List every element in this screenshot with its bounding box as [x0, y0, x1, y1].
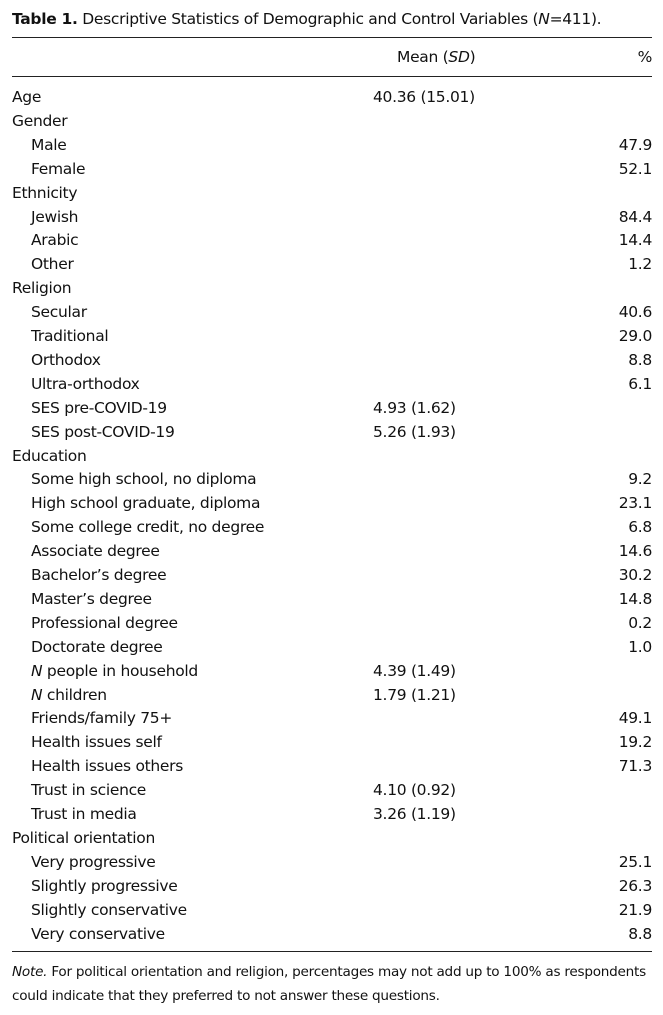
table-row — [12, 539, 652, 563]
table-row — [12, 205, 652, 229]
table-row — [12, 778, 652, 802]
percent-cell: 9.2 — [628, 470, 652, 489]
table-row — [12, 754, 652, 778]
mean-sd-cell: 3.26 (1.19) — [373, 805, 456, 823]
percent-cell: 71.3 — [618, 757, 652, 776]
row-label — [31, 396, 167, 420]
row-label — [12, 85, 41, 109]
table-row — [12, 300, 652, 324]
percent-cell: 29.0 — [618, 327, 652, 345]
percent-cell: 1.0 — [628, 637, 652, 656]
percent-cell: 21.9 — [618, 900, 652, 919]
table-row — [12, 276, 652, 300]
table-row — [12, 611, 652, 635]
row-label-text: Gender — [12, 111, 68, 130]
row-label-text: Female — [31, 159, 86, 178]
table-row — [12, 133, 652, 157]
table-row — [12, 515, 652, 539]
percent-cell: 8.8 — [628, 924, 652, 943]
row-label — [31, 898, 187, 922]
row-label — [31, 539, 160, 563]
n-symbol: N — [31, 661, 43, 680]
row-label — [12, 444, 86, 468]
table-row — [12, 228, 652, 252]
row-label — [31, 205, 78, 229]
mean-sd-cell: 40.36 (15.01) — [373, 88, 475, 106]
row-label — [31, 467, 256, 491]
row-label-text: Ultra-orthodox — [31, 374, 140, 393]
table-title — [12, 10, 601, 28]
row-label-text: Bachelor’s degree — [31, 566, 167, 584]
percent-cell: 49.1 — [618, 709, 652, 728]
percent-cell: 14.6 — [618, 542, 652, 561]
row-label — [31, 802, 137, 826]
table-row — [12, 324, 652, 348]
bottom-rule — [12, 951, 652, 952]
row-label-text: Political orientation — [12, 828, 156, 847]
row-label — [31, 133, 67, 157]
row-label-text: SES post-COVID-19 — [31, 422, 175, 441]
percent-cell: 47.9 — [618, 135, 652, 154]
percent-cell: 6.1 — [628, 374, 652, 393]
table-row — [12, 730, 652, 754]
row-label — [31, 300, 87, 324]
mean-sd-cell: 1.79 (1.21) — [373, 685, 456, 704]
table-row — [12, 444, 652, 468]
row-label — [31, 611, 178, 635]
table-row — [12, 252, 652, 276]
n-value: =411 — [549, 10, 591, 28]
row-label-text: Jewish — [31, 207, 79, 226]
row-label-text: Some college credit, no degree — [31, 518, 265, 537]
row-label-text: Ethnicity — [12, 183, 78, 202]
percent-cell: 23.1 — [618, 494, 652, 513]
row-label-text: Professional degree — [31, 613, 178, 632]
row-label — [12, 181, 77, 205]
percent-cell: 25.1 — [618, 852, 652, 871]
table-row — [12, 850, 652, 874]
percent-cell: 30.2 — [618, 566, 652, 584]
row-label-text: Age — [12, 88, 42, 106]
table-row — [12, 683, 652, 707]
row-label-text: Secular — [31, 303, 87, 322]
table-row — [12, 635, 652, 659]
row-label-text: Religion — [12, 279, 72, 298]
table-note — [12, 960, 652, 1008]
table-row — [12, 802, 652, 826]
row-label — [31, 420, 175, 444]
header-mean-sd — [397, 48, 475, 66]
table-caption: Descriptive Statistics of Demographic and Control Variables ( — [82, 10, 539, 28]
table-row — [12, 826, 652, 850]
row-label-text: Health issues others — [31, 757, 184, 776]
row-label — [31, 635, 162, 659]
row-label-text: Other — [31, 255, 74, 274]
header-percent: % — [637, 48, 652, 66]
row-label — [31, 348, 101, 372]
header-rule — [12, 76, 652, 77]
percent-cell: 14.4 — [618, 231, 652, 250]
row-label-text: High school graduate, diploma — [31, 494, 261, 513]
table-row — [12, 109, 652, 133]
row-label — [31, 778, 146, 802]
table-row — [12, 396, 652, 420]
row-label — [31, 228, 78, 252]
percent-cell: 14.8 — [618, 589, 652, 608]
row-label — [31, 754, 183, 778]
table-row — [12, 874, 652, 898]
table-row — [12, 563, 652, 587]
row-label — [12, 109, 67, 133]
row-label-text: Trust in science — [31, 781, 147, 800]
row-label — [31, 252, 74, 276]
percent-cell: 52.1 — [618, 159, 652, 178]
caption-end: ). — [590, 10, 602, 28]
row-label-text: Doctorate degree — [31, 637, 163, 656]
n-symbol: N — [538, 10, 550, 28]
mean-sd-cell: 4.10 (0.92) — [373, 781, 456, 800]
row-label-text: Orthodox — [31, 350, 101, 369]
row-label — [31, 491, 260, 515]
row-label-text: Very progressive — [31, 852, 156, 871]
percent-cell: 8.8 — [628, 350, 652, 369]
row-label — [31, 850, 156, 874]
row-label-text: Master’s degree — [31, 589, 152, 608]
top-rule — [12, 37, 652, 38]
percent-cell: 0.2 — [628, 613, 652, 632]
percent-cell: 19.2 — [618, 733, 652, 752]
note-label: Note. — [12, 964, 48, 980]
row-label-text: Trust in media — [31, 805, 137, 823]
row-label — [31, 874, 178, 898]
mean-label: Mean ( — [397, 48, 449, 66]
row-label — [12, 276, 71, 300]
row-label-text: Some high school, no diploma — [31, 470, 257, 489]
row-label — [31, 730, 162, 754]
table-number: Table 1. — [12, 10, 78, 28]
note-text: For political orientation and religion, percentages may not add up to 100% as respondents could indicate that they preferred to not answer these questions. — [12, 964, 646, 1004]
row-label-text: Very conservative — [31, 924, 165, 943]
row-label — [12, 826, 155, 850]
row-label — [31, 324, 108, 348]
row-label-text: SES pre-COVID-19 — [31, 398, 167, 417]
table-row — [12, 587, 652, 611]
row-label — [31, 372, 140, 396]
mean-sd-cell: 4.39 (1.49) — [373, 661, 456, 680]
row-label-text: Health issues self — [31, 733, 162, 752]
table-row — [12, 372, 652, 396]
row-label-text: Associate degree — [31, 542, 160, 561]
row-label-text: children — [42, 685, 107, 704]
row-label — [31, 157, 85, 181]
table-row — [12, 420, 652, 444]
row-label-text: Slightly progressive — [31, 876, 178, 895]
row-label-text: Male — [31, 135, 67, 154]
row-label-text: people in household — [42, 661, 198, 680]
table-row — [12, 659, 652, 683]
mean-sd-cell: 5.26 (1.93) — [373, 422, 456, 441]
row-label-text: Traditional — [31, 327, 109, 345]
percent-cell: 40.6 — [618, 303, 652, 322]
row-label — [31, 587, 152, 611]
table-row — [12, 706, 652, 730]
percent-cell: 6.8 — [628, 518, 652, 537]
row-label — [31, 683, 107, 707]
row-label — [31, 563, 166, 587]
row-label — [31, 515, 264, 539]
table-row — [12, 348, 652, 372]
row-label — [31, 706, 172, 730]
table-row — [12, 181, 652, 205]
table-row — [12, 85, 652, 109]
row-label-text: Friends/family 75+ — [31, 709, 173, 728]
row-label — [31, 659, 198, 683]
percent-cell: 1.2 — [628, 255, 652, 274]
row-label-text: Education — [12, 446, 87, 465]
table-row — [12, 467, 652, 491]
sd-label: SD — [448, 48, 470, 66]
table-row — [12, 157, 652, 181]
row-label-text: Slightly conservative — [31, 900, 187, 919]
mean-sd-cell: 4.93 (1.62) — [373, 398, 456, 417]
mean-close: ) — [469, 48, 476, 66]
row-label — [31, 922, 165, 946]
table-row — [12, 922, 652, 946]
table-row — [12, 491, 652, 515]
percent-cell: 26.3 — [618, 876, 652, 895]
percent-cell: 84.4 — [618, 207, 652, 226]
n-symbol: N — [31, 685, 43, 704]
table-row — [12, 898, 652, 922]
row-label-text: Arabic — [31, 231, 79, 250]
